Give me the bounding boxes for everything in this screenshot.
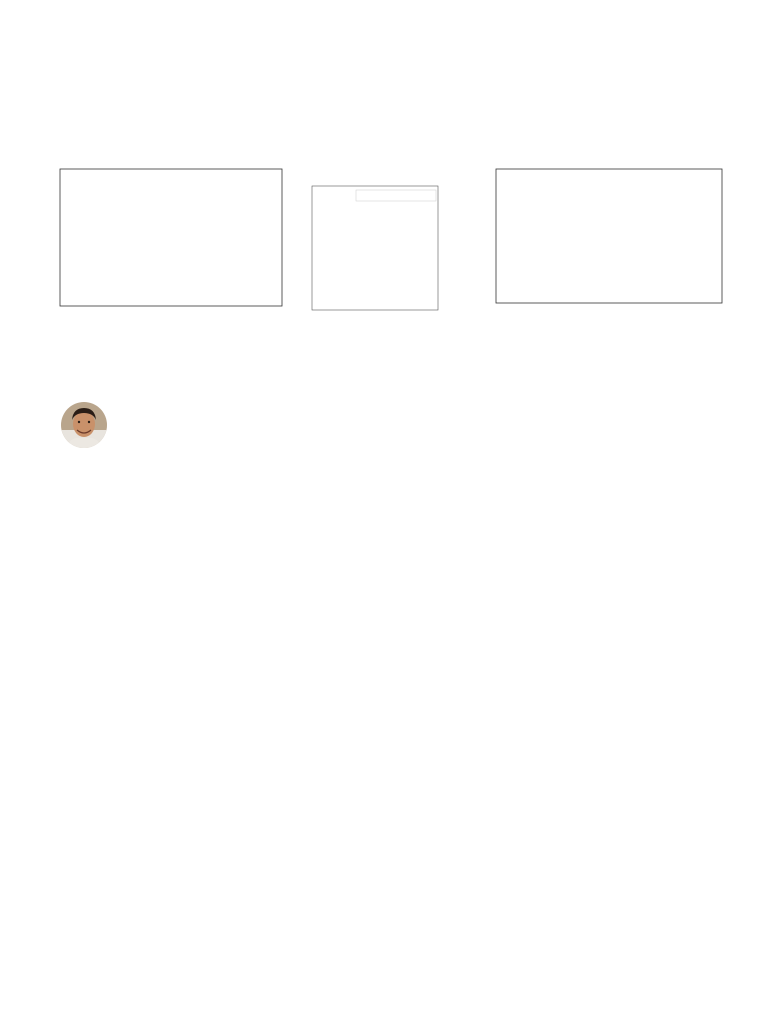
avatar-photo <box>61 402 107 448</box>
histogram-chart <box>30 165 288 325</box>
jointplot-chart <box>294 162 464 326</box>
print-header <box>33 16 735 30</box>
swarmplot-chart <box>476 165 732 325</box>
print-footer <box>33 994 735 1008</box>
author-avatar[interactable] <box>61 402 107 448</box>
